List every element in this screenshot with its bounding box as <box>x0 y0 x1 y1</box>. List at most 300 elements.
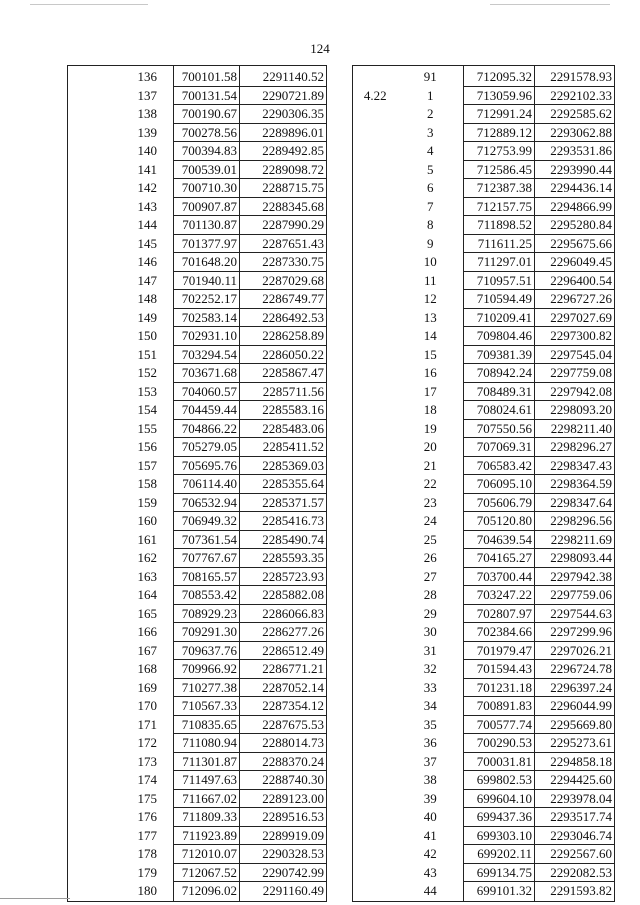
table-row <box>68 290 327 309</box>
point-number-cell: 39 <box>398 789 464 808</box>
table-row <box>353 438 615 457</box>
point-number-cell: 41 <box>398 826 464 845</box>
point-number-cell: 36 <box>398 734 464 753</box>
x-coordinate-cell: 711667.02 <box>174 789 240 808</box>
y-coordinate-cell: 2292585.62 <box>535 105 615 124</box>
y-coordinate-cell: 2297759.06 <box>535 586 615 605</box>
y-coordinate-cell: 2290328.53 <box>240 845 327 864</box>
section-number-cell <box>353 549 398 568</box>
y-coordinate-cell: 2293990.44 <box>535 160 615 179</box>
section-number-cell <box>353 641 398 660</box>
point-number-cell: 146 <box>122 253 174 272</box>
table-row <box>353 530 615 549</box>
y-coordinate-cell: 2285882.08 <box>240 586 327 605</box>
x-coordinate-cell: 711080.94 <box>174 734 240 753</box>
section-number-cell <box>68 660 122 679</box>
x-coordinate-cell: 704165.27 <box>464 549 535 568</box>
point-number-cell: 177 <box>122 826 174 845</box>
section-number-cell <box>353 697 398 716</box>
section-number-cell <box>68 789 122 808</box>
section-number-cell <box>68 327 122 346</box>
point-number-cell: 179 <box>122 863 174 882</box>
y-coordinate-cell: 2298211.69 <box>535 530 615 549</box>
table-row <box>68 105 327 124</box>
table-row <box>353 345 615 364</box>
page-number: 124 <box>310 41 330 56</box>
point-number-cell: 160 <box>122 512 174 531</box>
x-coordinate-cell: 710957.51 <box>464 271 535 290</box>
x-coordinate-cell: 701130.87 <box>174 216 240 235</box>
section-number-cell <box>353 382 398 401</box>
y-coordinate-cell: 2297300.82 <box>535 327 615 346</box>
point-number-cell: 167 <box>122 641 174 660</box>
section-number-cell <box>353 66 398 87</box>
point-number-cell: 2 <box>398 105 464 124</box>
point-number-cell: 152 <box>122 364 174 383</box>
point-number-cell: 169 <box>122 678 174 697</box>
y-coordinate-cell: 2296044.99 <box>535 697 615 716</box>
coordinates-table-right <box>352 65 615 902</box>
x-coordinate-cell: 712387.38 <box>464 179 535 198</box>
table-row <box>68 530 327 549</box>
y-coordinate-cell: 2296397.24 <box>535 678 615 697</box>
x-coordinate-cell: 713059.96 <box>464 86 535 105</box>
x-coordinate-cell: 700394.83 <box>174 142 240 161</box>
y-coordinate-cell: 2296727.26 <box>535 290 615 309</box>
table-row <box>353 623 615 642</box>
y-coordinate-cell: 2285483.06 <box>240 419 327 438</box>
section-number-cell <box>68 290 122 309</box>
point-number-cell: 17 <box>398 382 464 401</box>
y-coordinate-cell: 2285411.52 <box>240 438 327 457</box>
section-number-cell <box>68 697 122 716</box>
table-row <box>353 826 615 845</box>
section-number-cell <box>68 456 122 475</box>
point-number-cell: 10 <box>398 253 464 272</box>
section-number-cell <box>68 234 122 253</box>
table-row <box>353 86 615 105</box>
section-number-cell <box>353 345 398 364</box>
table-row <box>68 253 327 272</box>
section-number-cell <box>353 863 398 882</box>
y-coordinate-cell: 2293517.74 <box>535 808 615 827</box>
y-coordinate-cell: 2297759.08 <box>535 364 615 383</box>
point-number-cell: 156 <box>122 438 174 457</box>
x-coordinate-cell: 704866.22 <box>174 419 240 438</box>
table-row <box>353 715 615 734</box>
table-row <box>353 364 615 383</box>
table-row <box>353 216 615 235</box>
y-coordinate-cell: 2289896.01 <box>240 123 327 142</box>
section-number-cell <box>68 715 122 734</box>
section-number-cell <box>353 845 398 864</box>
section-number-cell <box>353 623 398 642</box>
section-number-cell <box>353 530 398 549</box>
y-coordinate-cell: 2288014.73 <box>240 734 327 753</box>
x-coordinate-cell: 699437.36 <box>464 808 535 827</box>
section-number-cell <box>353 715 398 734</box>
x-coordinate-cell: 711497.63 <box>174 771 240 790</box>
x-coordinate-cell: 700131.54 <box>174 86 240 105</box>
section-number-cell <box>353 567 398 586</box>
point-number-cell: 30 <box>398 623 464 642</box>
point-number-cell: 8 <box>398 216 464 235</box>
y-coordinate-cell: 2293978.04 <box>535 789 615 808</box>
table-row <box>68 308 327 327</box>
point-number-cell: 163 <box>122 567 174 586</box>
table-row <box>353 678 615 697</box>
point-number-cell: 31 <box>398 641 464 660</box>
section-number-cell <box>68 826 122 845</box>
x-coordinate-cell: 708489.31 <box>464 382 535 401</box>
point-number-cell: 34 <box>398 697 464 716</box>
point-number-cell: 164 <box>122 586 174 605</box>
section-number-cell <box>353 678 398 697</box>
y-coordinate-cell: 2286749.77 <box>240 290 327 309</box>
coordinates-table-left <box>67 65 327 902</box>
section-number-cell <box>353 401 398 420</box>
table-row <box>353 160 615 179</box>
table-row <box>68 826 327 845</box>
table-row <box>353 863 615 882</box>
table-row <box>353 641 615 660</box>
point-number-cell: 26 <box>398 549 464 568</box>
x-coordinate-cell: 710567.33 <box>174 697 240 716</box>
x-coordinate-cell: 708929.23 <box>174 604 240 623</box>
point-number-cell: 140 <box>122 142 174 161</box>
y-coordinate-cell: 2289123.00 <box>240 789 327 808</box>
section-number-cell <box>68 734 122 753</box>
y-coordinate-cell: 2298364.59 <box>535 475 615 494</box>
x-coordinate-cell: 705695.76 <box>174 456 240 475</box>
y-coordinate-cell: 2287052.14 <box>240 678 327 697</box>
x-coordinate-cell: 708553.42 <box>174 586 240 605</box>
y-coordinate-cell: 2289098.72 <box>240 160 327 179</box>
y-coordinate-cell: 2286258.89 <box>240 327 327 346</box>
point-number-cell: 22 <box>398 475 464 494</box>
section-number-cell <box>68 863 122 882</box>
point-number-cell: 166 <box>122 623 174 642</box>
y-coordinate-cell: 2291160.49 <box>240 882 327 902</box>
point-number-cell: 9 <box>398 234 464 253</box>
section-number-cell <box>68 271 122 290</box>
section-number-cell <box>353 826 398 845</box>
x-coordinate-cell: 700290.53 <box>464 734 535 753</box>
table-row <box>353 253 615 272</box>
section-number-cell <box>353 105 398 124</box>
y-coordinate-cell: 2298347.64 <box>535 493 615 512</box>
table-row <box>353 604 615 623</box>
x-coordinate-cell: 700710.30 <box>174 179 240 198</box>
table-row <box>68 549 327 568</box>
section-number-cell <box>353 197 398 216</box>
y-coordinate-cell: 2292082.53 <box>535 863 615 882</box>
section-number-cell <box>68 678 122 697</box>
section-number-cell <box>353 123 398 142</box>
point-number-cell: 172 <box>122 734 174 753</box>
y-coordinate-cell: 2295675.66 <box>535 234 615 253</box>
table-row <box>353 105 615 124</box>
y-coordinate-cell: 2298296.27 <box>535 438 615 457</box>
section-number-cell <box>353 419 398 438</box>
point-number-cell: 161 <box>122 530 174 549</box>
section-number-cell <box>353 160 398 179</box>
point-number-cell: 7 <box>398 197 464 216</box>
x-coordinate-cell: 703700.44 <box>464 567 535 586</box>
x-coordinate-cell: 707069.31 <box>464 438 535 457</box>
section-number-cell <box>353 438 398 457</box>
section-number-cell <box>353 327 398 346</box>
y-coordinate-cell: 2293062.88 <box>535 123 615 142</box>
y-coordinate-cell: 2298347.43 <box>535 456 615 475</box>
table-row <box>68 863 327 882</box>
point-number-cell: 168 <box>122 660 174 679</box>
table-row <box>68 66 327 87</box>
table-row <box>68 179 327 198</box>
x-coordinate-cell: 712010.07 <box>174 845 240 864</box>
top-scan-rule-left <box>30 4 148 5</box>
table-row <box>353 549 615 568</box>
y-coordinate-cell: 2290306.35 <box>240 105 327 124</box>
table-row <box>68 789 327 808</box>
x-coordinate-cell: 704459.44 <box>174 401 240 420</box>
y-coordinate-cell: 2295273.61 <box>535 734 615 753</box>
table-row <box>353 512 615 531</box>
x-coordinate-cell: 702931.10 <box>174 327 240 346</box>
point-number-cell: 5 <box>398 160 464 179</box>
y-coordinate-cell: 2294436.14 <box>535 179 615 198</box>
x-coordinate-cell: 701979.47 <box>464 641 535 660</box>
section-number-cell <box>353 771 398 790</box>
point-number-cell: 150 <box>122 327 174 346</box>
section-number-cell <box>68 179 122 198</box>
x-coordinate-cell: 705120.80 <box>464 512 535 531</box>
y-coordinate-cell: 2295669.80 <box>535 715 615 734</box>
x-coordinate-cell: 702384.66 <box>464 623 535 642</box>
point-number-cell: 44 <box>398 882 464 902</box>
section-number-cell <box>353 364 398 383</box>
section-number-cell <box>353 604 398 623</box>
point-number-cell: 158 <box>122 475 174 494</box>
y-coordinate-cell: 2298211.40 <box>535 419 615 438</box>
x-coordinate-cell: 701594.43 <box>464 660 535 679</box>
x-coordinate-cell: 711898.52 <box>464 216 535 235</box>
table-row <box>68 845 327 864</box>
table-row <box>68 586 327 605</box>
x-coordinate-cell: 700190.67 <box>174 105 240 124</box>
y-coordinate-cell: 2291578.93 <box>535 66 615 87</box>
x-coordinate-cell: 701940.11 <box>174 271 240 290</box>
table-row <box>68 216 327 235</box>
point-number-cell: 180 <box>122 882 174 902</box>
y-coordinate-cell: 2291593.82 <box>535 882 615 902</box>
point-number-cell: 144 <box>122 216 174 235</box>
point-number-cell: 23 <box>398 493 464 512</box>
y-coordinate-cell: 2286492.53 <box>240 308 327 327</box>
y-coordinate-cell: 2297545.04 <box>535 345 615 364</box>
table-row <box>353 567 615 586</box>
x-coordinate-cell: 700539.01 <box>174 160 240 179</box>
point-number-cell: 175 <box>122 789 174 808</box>
x-coordinate-cell: 709966.92 <box>174 660 240 679</box>
x-coordinate-cell: 712095.32 <box>464 66 535 87</box>
y-coordinate-cell: 2285355.64 <box>240 475 327 494</box>
table-row <box>353 752 615 771</box>
point-number-cell: 176 <box>122 808 174 827</box>
section-number-cell <box>353 290 398 309</box>
table-row <box>68 771 327 790</box>
section-number-cell <box>68 382 122 401</box>
y-coordinate-cell: 2289516.53 <box>240 808 327 827</box>
x-coordinate-cell: 712889.12 <box>464 123 535 142</box>
point-number-cell: 145 <box>122 234 174 253</box>
y-coordinate-cell: 2285371.57 <box>240 493 327 512</box>
section-number-cell <box>68 419 122 438</box>
table-row <box>353 456 615 475</box>
point-number-cell: 139 <box>122 123 174 142</box>
x-coordinate-cell: 699134.75 <box>464 863 535 882</box>
y-coordinate-cell: 2296049.45 <box>535 253 615 272</box>
x-coordinate-cell: 703294.54 <box>174 345 240 364</box>
point-number-cell: 136 <box>122 66 174 87</box>
point-number-cell: 27 <box>398 567 464 586</box>
section-number-cell <box>353 586 398 605</box>
section-number-cell <box>68 401 122 420</box>
y-coordinate-cell: 2290742.99 <box>240 863 327 882</box>
table-row <box>68 160 327 179</box>
point-number-cell: 4 <box>398 142 464 161</box>
table-row <box>353 197 615 216</box>
y-coordinate-cell: 2288345.68 <box>240 197 327 216</box>
section-number-cell <box>68 66 122 87</box>
x-coordinate-cell: 708942.24 <box>464 364 535 383</box>
y-coordinate-cell: 2294425.60 <box>535 771 615 790</box>
y-coordinate-cell: 2286066.83 <box>240 604 327 623</box>
point-number-cell: 155 <box>122 419 174 438</box>
x-coordinate-cell: 705279.05 <box>174 438 240 457</box>
x-coordinate-cell: 706532.94 <box>174 493 240 512</box>
table-row <box>68 734 327 753</box>
section-number-cell <box>68 86 122 105</box>
x-coordinate-cell: 709637.76 <box>174 641 240 660</box>
x-coordinate-cell: 705606.79 <box>464 493 535 512</box>
point-number-cell: 25 <box>398 530 464 549</box>
point-number-cell: 137 <box>122 86 174 105</box>
table-row <box>68 752 327 771</box>
table-row <box>68 456 327 475</box>
table-row <box>68 604 327 623</box>
x-coordinate-cell: 699101.32 <box>464 882 535 902</box>
section-number-cell <box>353 882 398 902</box>
x-coordinate-cell: 711809.33 <box>174 808 240 827</box>
section-number-cell <box>68 641 122 660</box>
x-coordinate-cell: 700907.87 <box>174 197 240 216</box>
bottom-scan-rule <box>0 898 70 899</box>
x-coordinate-cell: 699604.10 <box>464 789 535 808</box>
table-row <box>68 401 327 420</box>
section-number-cell <box>68 493 122 512</box>
point-number-cell: 138 <box>122 105 174 124</box>
table-row <box>353 808 615 827</box>
y-coordinate-cell: 2295280.84 <box>535 216 615 235</box>
y-coordinate-cell: 2286277.26 <box>240 623 327 642</box>
table-row <box>68 882 327 902</box>
point-number-cell: 13 <box>398 308 464 327</box>
y-coordinate-cell: 2288715.75 <box>240 179 327 198</box>
table-row <box>68 419 327 438</box>
x-coordinate-cell: 711301.87 <box>174 752 240 771</box>
y-coordinate-cell: 2286512.49 <box>240 641 327 660</box>
section-number-cell <box>353 734 398 753</box>
y-coordinate-cell: 2288370.24 <box>240 752 327 771</box>
section-number-cell <box>68 604 122 623</box>
x-coordinate-cell: 702807.97 <box>464 604 535 623</box>
point-number-cell: 11 <box>398 271 464 290</box>
y-coordinate-cell: 2285593.35 <box>240 549 327 568</box>
x-coordinate-cell: 707361.54 <box>174 530 240 549</box>
section-number-cell <box>68 752 122 771</box>
point-number-cell: 38 <box>398 771 464 790</box>
x-coordinate-cell: 709381.39 <box>464 345 535 364</box>
x-coordinate-cell: 711923.89 <box>174 826 240 845</box>
point-number-cell: 32 <box>398 660 464 679</box>
section-number-cell <box>353 216 398 235</box>
table-row <box>353 327 615 346</box>
section-number-cell <box>353 234 398 253</box>
y-coordinate-cell: 2287990.29 <box>240 216 327 235</box>
table-row <box>68 86 327 105</box>
x-coordinate-cell: 708024.61 <box>464 401 535 420</box>
table-row <box>68 438 327 457</box>
x-coordinate-cell: 700577.74 <box>464 715 535 734</box>
x-coordinate-cell: 707550.56 <box>464 419 535 438</box>
x-coordinate-cell: 709291.30 <box>174 623 240 642</box>
x-coordinate-cell: 707767.67 <box>174 549 240 568</box>
x-coordinate-cell: 700891.83 <box>464 697 535 716</box>
section-number-cell <box>68 345 122 364</box>
point-number-cell: 162 <box>122 549 174 568</box>
x-coordinate-cell: 699202.11 <box>464 845 535 864</box>
table-row <box>353 66 615 87</box>
y-coordinate-cell: 2292102.33 <box>535 86 615 105</box>
table-row <box>353 142 615 161</box>
x-coordinate-cell: 711611.25 <box>464 234 535 253</box>
x-coordinate-cell: 701648.20 <box>174 253 240 272</box>
point-number-cell: 171 <box>122 715 174 734</box>
section-number-cell <box>68 253 122 272</box>
table-row <box>68 197 327 216</box>
y-coordinate-cell: 2289492.85 <box>240 142 327 161</box>
x-coordinate-cell: 710835.65 <box>174 715 240 734</box>
section-number-cell <box>353 253 398 272</box>
y-coordinate-cell: 2285723.93 <box>240 567 327 586</box>
y-coordinate-cell: 2296724.78 <box>535 660 615 679</box>
table-row <box>353 697 615 716</box>
y-coordinate-cell: 2287354.12 <box>240 697 327 716</box>
table-row <box>353 660 615 679</box>
table-row <box>68 493 327 512</box>
point-number-cell: 173 <box>122 752 174 771</box>
y-coordinate-cell: 2298093.20 <box>535 401 615 420</box>
section-number-cell <box>68 364 122 383</box>
table-row <box>68 641 327 660</box>
section-number-cell <box>353 789 398 808</box>
x-coordinate-cell: 712753.99 <box>464 142 535 161</box>
table-row <box>353 734 615 753</box>
x-coordinate-cell: 703671.68 <box>174 364 240 383</box>
table-row <box>68 808 327 827</box>
section-number-cell <box>68 105 122 124</box>
